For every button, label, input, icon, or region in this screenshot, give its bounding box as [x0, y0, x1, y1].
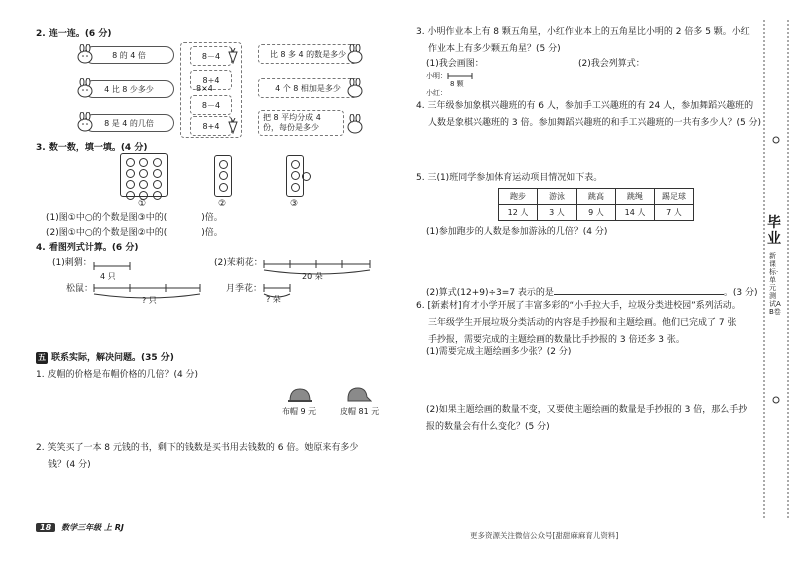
- p3-ming-note: 8 颗: [450, 80, 464, 88]
- match-right-1[interactable]: 比 8 多 4 的数是多少: [258, 44, 358, 64]
- match-mid-1[interactable]: 8－4: [190, 46, 232, 66]
- q3-line1: (1)图①中○的个数是图③中的( )倍。: [46, 213, 223, 223]
- q4-p1-label2: 松鼠：: [66, 284, 94, 294]
- carrot-icon: [228, 48, 238, 64]
- q4-p2-label2: 月季花：: [226, 284, 263, 294]
- q3-line2: (2)图①中○的个数是图②中的( )倍。: [46, 228, 223, 238]
- match-mid-3[interactable]: 8－4: [190, 95, 232, 115]
- table-header: 踢足球: [655, 189, 694, 205]
- q4-title: 4. 看图列式计算。(6 分): [36, 243, 139, 253]
- bunny-icon: [346, 114, 364, 134]
- sidebar-brand: 毕业: [767, 215, 781, 247]
- p3-sub1: (1)我会画图：: [426, 59, 484, 69]
- p3-ming: 小明：: [426, 72, 447, 80]
- p6-sub2: (2)如果主题绘画的数量不变，又要使主题绘画的数量是手抄报的 3 倍，那么手抄 报的数量会有什么变化？(5 分): [426, 405, 748, 432]
- table-cell: 9 人: [577, 205, 616, 221]
- p5-sub1: (1)参加跑步的人数是参加游泳的几倍？(4 分): [426, 227, 608, 237]
- q3-title: 3. 数一数，填一填。(4 分): [36, 143, 148, 153]
- q4-p2-label1: (2)茉莉花：: [214, 258, 263, 268]
- match-right-3[interactable]: 把 8 平均分成 4 份，每份是多少: [258, 110, 344, 136]
- table-header: 游泳: [538, 189, 577, 205]
- bunny-icon: [76, 112, 94, 132]
- p6-sub1: (1)需要完成主题绘画多少张？(2 分): [426, 347, 572, 357]
- match-left-1[interactable]: 8 的 4 倍: [84, 46, 174, 64]
- match-right-2[interactable]: 4 个 8 相加是多少: [258, 78, 358, 98]
- match-left-3[interactable]: 8 是 4 的几倍: [84, 114, 174, 132]
- resource-footer: 更多资源关注微信公众号[甜甜麻麻育儿资料]: [470, 531, 619, 540]
- bunny-icon: [346, 44, 364, 64]
- bunny-icon: [76, 44, 94, 64]
- sport-table: [498, 188, 694, 221]
- page-footer: 18 数学三年级 上 RJ: [36, 522, 124, 533]
- match-mid-2[interactable]: 8÷4: [190, 70, 232, 90]
- table-header: 跳高: [577, 189, 616, 205]
- table-cell: 14 人: [616, 205, 655, 221]
- figure-2: [214, 155, 232, 197]
- q4-p2-note1: 20 朵: [302, 272, 323, 281]
- figure-label-3: ③: [290, 199, 299, 209]
- p5-text: 5. 三(1)班同学参加体育运动项目情况如下表。: [416, 173, 603, 183]
- section-five-title: 五 联系实际，解决问题。(35 分): [38, 353, 174, 363]
- cloth-hat-icon: [286, 385, 314, 405]
- table-cell: 12 人: [499, 205, 538, 221]
- p4-text: 4. 三年级参加象棋兴趣班的有 6 人，参加手工兴趣班的有 24 人，参加舞蹈兴趣班的 人数是象棋兴趣班的 3 倍。参加舞蹈兴趣班的和手工兴趣班的一共有多少人？(5 分): [416, 101, 762, 128]
- q4-p1-note1: 4 只: [100, 272, 116, 281]
- match-mid-extra[interactable]: 8×4: [196, 84, 213, 93]
- p1-text: 1. 皮帽的价格是布帽价格的几倍？(4 分): [36, 370, 199, 380]
- p6-text: 6. [新素材]育才小学开展了丰富多彩的“小手拉大手，垃圾分类进校园”系列活动。 三年级学生开展垃圾分类活动的内容是手抄报和主题绘画。他们已完成了 7 张 手抄报，需要完成的主题绘画的数量比手抄报的 3 倍还多 3 张。: [416, 301, 741, 345]
- p3-text: 3. 小明作业本上有 8 颗五角星，小红作业本上的五角星比小明的 2 倍多 5 颗。小红 作业本上有多少颗五角星？(5 分): [416, 27, 750, 54]
- figure-label-1: ①: [138, 199, 147, 209]
- book-sidebar: [762, 20, 790, 520]
- sidebar-subtitle: 新课标·单元测试AB卷: [769, 252, 781, 316]
- figure-1: [120, 153, 168, 197]
- bunny-icon: [76, 78, 94, 98]
- match-left-2[interactable]: 4 比 8 少多少: [84, 80, 174, 98]
- q4-p2-note2: ? 朵: [266, 295, 281, 304]
- hat1-price: 布帽 9 元: [282, 407, 317, 416]
- carrot-icon: [228, 118, 238, 134]
- p3-sub2: (2)我会列算式：: [578, 59, 645, 69]
- table-cell: 7 人: [655, 205, 694, 221]
- q4-p1-label1: (1)刺猬：: [52, 258, 92, 268]
- q2-title: 2. 连一连。(6 分): [36, 29, 112, 39]
- match-mid-4[interactable]: 8+4: [190, 116, 232, 136]
- figure-3: [286, 155, 304, 197]
- leather-hat-icon: [344, 385, 372, 405]
- q4-p1-note2: ? 只: [142, 296, 157, 305]
- p2-text: 2. 笑笑买了一本 8 元钱的书，剩下的钱数是买书用去钱数的 6 倍。她原来有多少 钱？(4 分): [36, 443, 359, 470]
- hat2-price: 皮帽 81 元: [340, 407, 380, 416]
- p5-sub2: (2)算式(12+9)÷3=7 表示的是 。(3 分): [426, 284, 758, 300]
- bunny-icon: [346, 78, 364, 98]
- table-header: 跳绳: [616, 189, 655, 205]
- figure-label-2: ②: [218, 199, 227, 209]
- table-header: 跑步: [499, 189, 538, 205]
- table-cell: 3 人: [538, 205, 577, 221]
- p3-hong: 小红：: [426, 89, 447, 97]
